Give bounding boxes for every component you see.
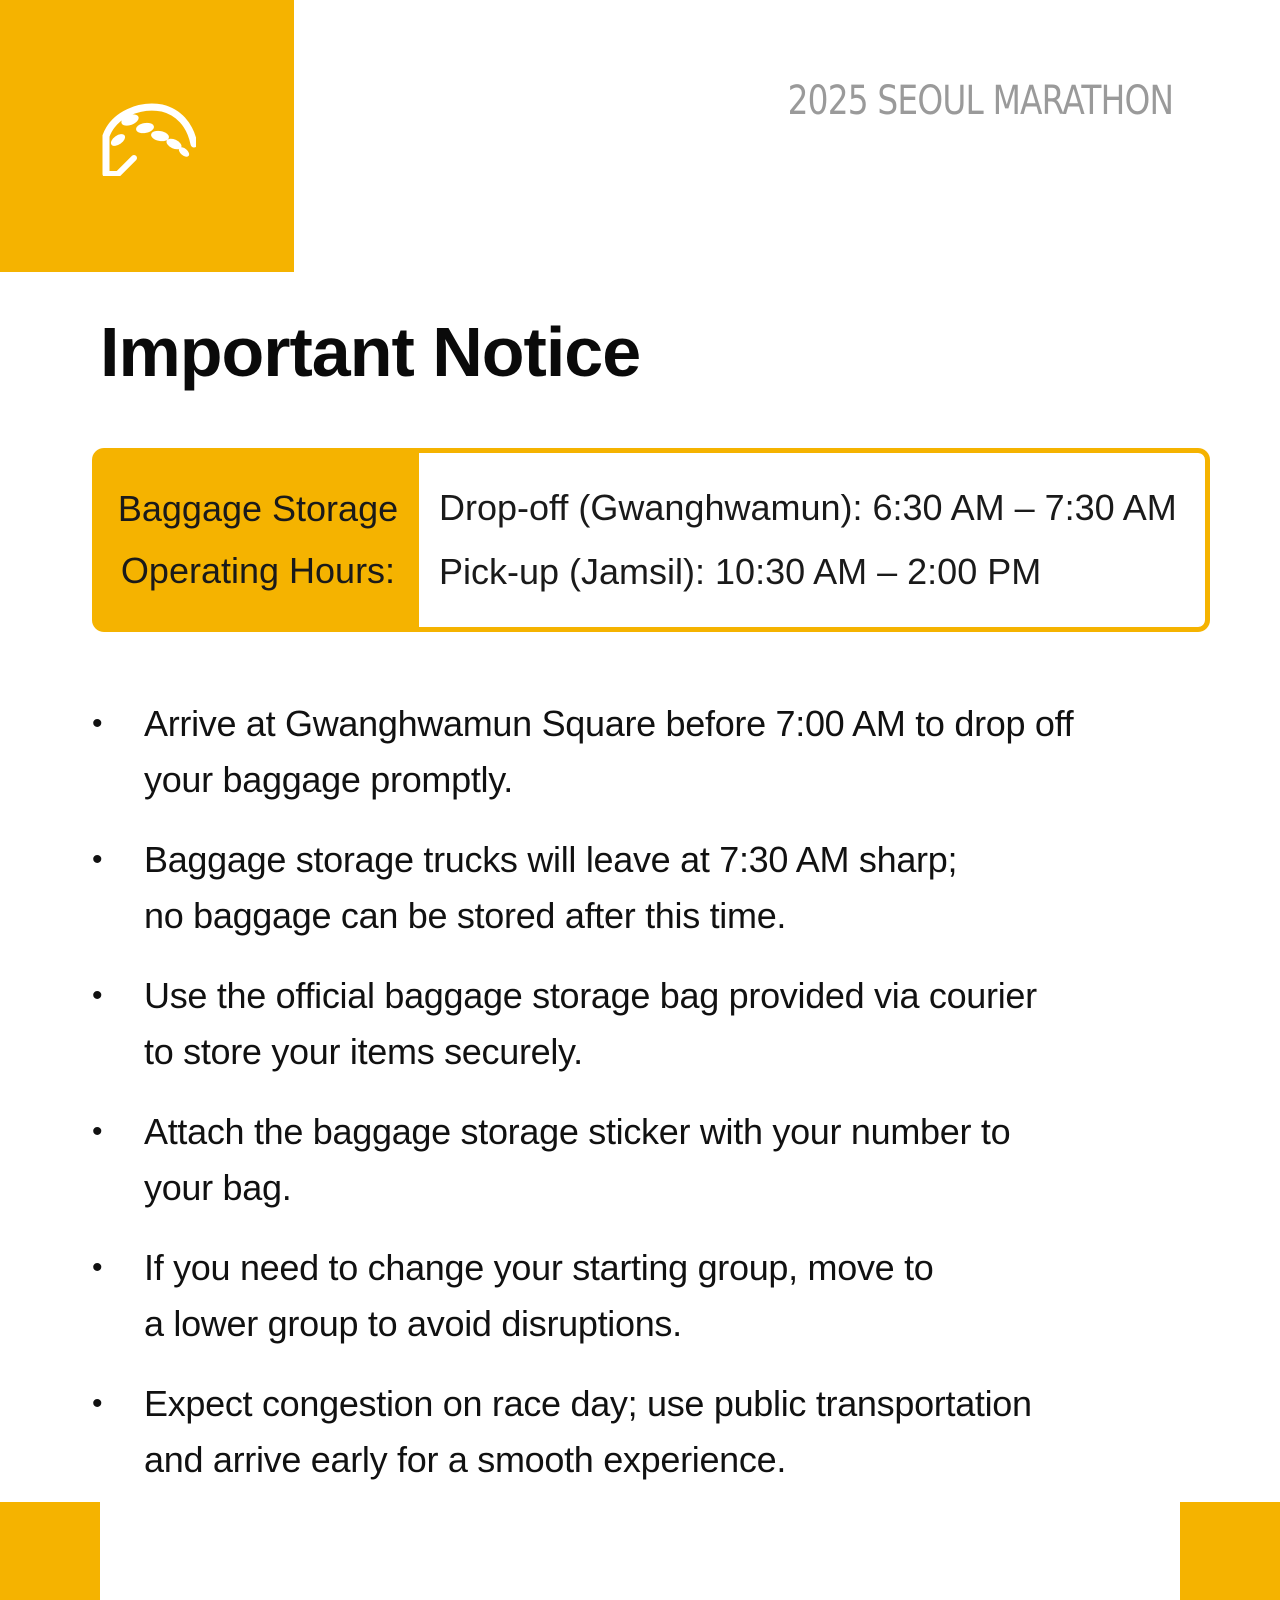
bullet: • xyxy=(92,707,103,740)
list-item xyxy=(92,1376,1172,1488)
pickup-hours: Pick-up (Jamsil): 10:30 AM – 2:00 PM xyxy=(439,551,1042,592)
list-item-line: If you need to change your starting group, move to xyxy=(144,1247,934,1288)
top-left-accent-block xyxy=(0,0,294,272)
list-item-text xyxy=(144,968,1037,1080)
list-item-line: Attach the baggage storage sticker with your number to xyxy=(144,1111,1011,1152)
list-item-line: your bag. xyxy=(144,1167,292,1208)
event-title: 2025 SEOUL MARATHON xyxy=(787,78,1173,124)
list-item-line: and arrive early for a smooth experience. xyxy=(144,1439,787,1480)
list-item-line: Expect congestion on race day; use public transportation xyxy=(144,1383,1032,1424)
notice-list xyxy=(92,696,1172,1512)
list-item-line: no baggage can be stored after this time. xyxy=(144,895,787,936)
list-item xyxy=(92,1240,1172,1352)
list-item-line: a lower group to avoid disruptions. xyxy=(144,1303,682,1344)
bullet: • xyxy=(92,1387,103,1420)
dropoff-hours: Drop-off (Gwanghwamun): 6:30 AM – 7:30 AM xyxy=(439,487,1177,528)
bottom-right-accent-block xyxy=(1180,1502,1280,1600)
hours-label xyxy=(97,453,419,627)
list-item-line: Use the official baggage storage bag provided via courier xyxy=(144,975,1037,1016)
bottom-left-accent-block xyxy=(0,1502,100,1600)
hours-label-line1: Baggage Storage xyxy=(117,488,399,529)
list-item-line: Baggage storage trucks will leave at 7:30 AM sharp; xyxy=(144,839,958,880)
baggage-hours-box xyxy=(92,448,1210,632)
list-item-text xyxy=(144,832,957,944)
bullet: • xyxy=(92,979,103,1012)
hours-label-line2: Operating Hours: xyxy=(120,550,396,591)
bullet: • xyxy=(92,843,103,876)
list-item-text xyxy=(144,1104,1010,1216)
bullet: • xyxy=(92,1115,103,1148)
list-item xyxy=(92,1104,1172,1216)
list-item-text xyxy=(144,1376,1032,1488)
list-item xyxy=(92,696,1172,808)
list-item xyxy=(92,968,1172,1080)
bullet: • xyxy=(92,1251,103,1284)
list-item-line: Arrive at Gwanghwamun Square before 7:00 AM to drop off xyxy=(144,703,1074,744)
list-item xyxy=(92,832,1172,944)
list-item-line: your baggage promptly. xyxy=(144,759,513,800)
list-item-text xyxy=(144,1240,934,1352)
hours-values xyxy=(419,453,1205,627)
list-item-text xyxy=(144,696,1073,808)
laurel-leaf-icon xyxy=(100,100,196,176)
list-item-line: to store your items securely. xyxy=(144,1031,583,1072)
page-title: Important Notice xyxy=(100,313,641,391)
